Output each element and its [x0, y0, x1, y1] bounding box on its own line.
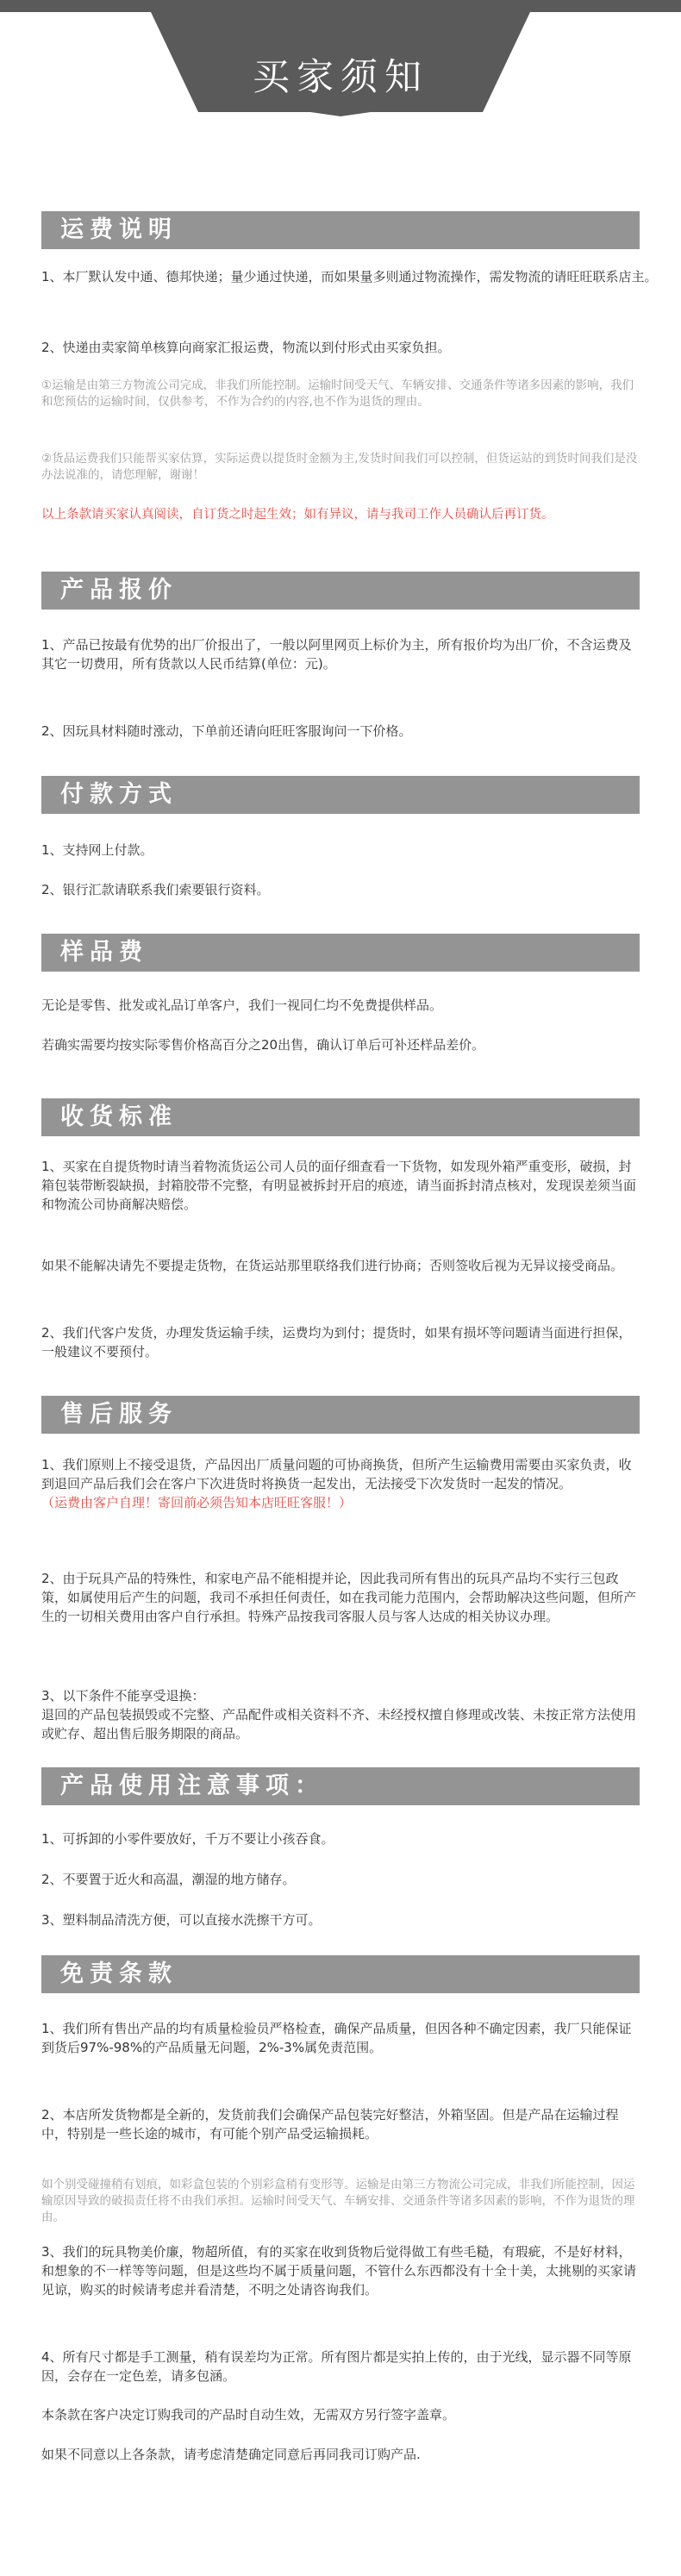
section-title-bar [41, 1955, 640, 1993]
section-title-bar [41, 776, 640, 814]
aftersales-paragraph-1 [41, 1455, 640, 1512]
freight-warning: 以上条款请买家认真阅读，自订货之时起生效；如有异议，请与我司工作人员确认后再订货。 [41, 508, 554, 522]
aftersales-warning: （运费由客户自理！寄回前必须告知本店旺旺客服！） [41, 1495, 353, 1510]
section-title-bar [41, 1767, 640, 1805]
price-paragraph-2: 2、因玩具材料随时涨动，下单前还请向旺旺客服询问一下价格。 [41, 723, 412, 739]
freight-note-2: ②货品运费我们只能帮买家估算，实际运费以提货时金额为主,发货时间我们可以控制，但货运站的到货时间我们是没办法说准的，请您理解，谢谢！ [41, 452, 638, 482]
aftersales-paragraph-2: 2、由于玩具产品的特殊性，和家电产品不能相提并论，因此我司所有售出的玩具产品均不实行三包政策，如属使用后产生的问题，我司不承担任何责任，如在我司能力范围内，会帮助解决这些问题，但所产生的一切相关费用由客户自行承担。特殊产品按我司客服人员与客人达成的相关协议办理。 [41, 1571, 637, 1624]
section-title: 运费说明 [60, 216, 178, 243]
aftersales-paragraph-3: 退回的产品包装损毁或不完整、产品配件或相关资料不齐、未经授权擅自修理或改装、未按正常方法使用或贮存、超出售后服务期限的商品。 [41, 1707, 637, 1741]
disclaimer-paragraph-2: 2、本店所发货物都是全新的，发货前我们会确保产品包装完好整洁，外箱坚固。但是产品在运输过程中，特别是一些长途的城市，有可能个别产品受运输损耗。 [41, 2107, 619, 2141]
section-title-bar [41, 1396, 640, 1434]
freight-paragraph-2: 2、快递由卖家简单核算向商家汇报运费，物流以到付形式由买家负担。 [41, 340, 451, 355]
section-title: 免责条款 [60, 1960, 178, 1987]
section-usage [41, 1767, 640, 1805]
section-title-bar [41, 1098, 640, 1136]
section-title: 产品使用注意事项： [60, 1773, 324, 1799]
usage-paragraph-2: 2、不要置于近火和高温，潮湿的地方储存。 [41, 1872, 296, 1887]
disclaimer-note: 如个别受碰撞稍有划痕，如彩盒包装的个别彩盒稍有变形等。运输是由第三方物流公司完成，非我们所能控制，因运输原因导致的破损责任将不由我们承担。运输时间受天气、车辆安排、交通条件等诸多因素的影响，不作为退货的理由。 [41, 2178, 635, 2224]
section-receipt [41, 1098, 640, 1136]
receipt-paragraph-2: 如果不能解决请先不要提走货物，在货运站那里联络我们进行协商；否则签收后视为无异议接受商品。 [41, 1258, 624, 1273]
sample-paragraph-1: 无论是零售、批发或礼品订单客户，我们一视同仁均不免费提供样品。 [41, 997, 443, 1013]
usage-paragraph-1: 1、可拆卸的小零件要放好，千万不要让小孩吞食。 [41, 1831, 334, 1847]
disclaimer-paragraph-1: 1、我们所有售出产品的均有质量检验员严格检查，确保产品质量，但因各种不确定因素，我厂只能保证到货后97%-98%的产品质量无问题，2%-3%属免责范围。 [41, 2021, 632, 2055]
payment-paragraph-2: 2、银行汇款请联系我们索要银行资料。 [41, 882, 270, 897]
disclaimer-paragraph-5: 本条款在客户决定订购我司的产品时自动生效，无需双方另行签字盖章。 [41, 2407, 456, 2423]
section-payment [41, 776, 640, 814]
section-title: 收货标准 [60, 1104, 178, 1130]
section-title-bar [41, 572, 640, 610]
section-sample [41, 934, 640, 972]
section-title: 售后服务 [60, 1401, 178, 1428]
freight-paragraph-1: 1、本厂默认发中通、德邦快递；量少通过快递，而如果量多则通过物流操作，需发物流的请旺旺联系店主。 [41, 269, 658, 284]
page-title: 买家须知 [253, 56, 428, 99]
price-paragraph-1: 1、产品已按最有优势的出厂价报出了，一般以阿里网页上标价为主，所有报价均为出厂价，不含运费及其它一切费用，所有货款以人民币结算(单位：元)。 [41, 637, 632, 672]
disclaimer-paragraph-3: 3、我们的玩具物美价廉，物超所值，有的买家在收到货物后觉得做工有些毛糙，有瑕疵，不是好材料，和想象的不一样等等问题，但是这些均不属于质量问题，不管什么东西都没有十全十美，太挑剔的买家请见谅，购买的时候请考虑并看清楚，不明之处请咨询我们。 [41, 2244, 637, 2298]
receipt-paragraph-1: 1、买家在自提货物时请当着物流货运公司人员的面仔细查看一下货物，如发现外箱严重变形，破损，封箱包装带断裂缺损，封箱胶带不完整，有明显被拆封开启的痕迹，请当面拆封清点核对，发现误差须当面和物流公司协商解决赔偿。 [41, 1159, 637, 1212]
aftersales-paragraph-1-text: 1、我们原则上不接受退货，产品因出厂质量问题的可协商换货，但所产生运输费用需要由买家负责，收到退回产品后我们会在客户下次进货时将换货一起发出，无法接受下次发货时一起发的情况。 [41, 1457, 632, 1491]
disclaimer-paragraph-4: 4、所有尺寸都是手工测量，稍有误差均为正常。所有图片都是实拍上传的，由于光线，显示器不同等原因，会存在一定色差，请多包涵。 [41, 2349, 632, 2384]
section-title-bar [41, 211, 640, 249]
freight-note-1: ①运输是由第三方物流公司完成，非我们所能控制。运输时间受天气、车辆安排、交通条件等诸多因素的影响，我们和您预估的运输时间，仅供参考，不作为合约的内容,也不作为退货的理由。 [41, 378, 634, 409]
disclaimer-paragraph-6: 如果不同意以上各条款，请考虑清楚确定同意后再同我司订购产品. [41, 2447, 421, 2462]
section-price [41, 572, 640, 610]
receipt-paragraph-3: 2、我们代客户发货，办理发货运输手续，运费均为到付；提货时，如果有损坏等问题请当面进行担保，一般建议不要预付。 [41, 1325, 632, 1360]
usage-paragraph-3: 3、塑料制品清洗方便，可以直接水洗擦干方可。 [41, 1912, 322, 1928]
aftersales-paragraph-3-head: 3、以下条件不能享受退换： [41, 1688, 205, 1704]
section-title: 样品费 [60, 939, 148, 966]
section-freight [41, 211, 640, 249]
section-title-bar [41, 934, 640, 972]
section-title: 付款方式 [60, 781, 178, 808]
section-title: 产品报价 [60, 577, 178, 603]
page-header [0, 0, 681, 116]
section-disclaimer [41, 1955, 640, 1993]
sample-paragraph-2: 若确实需要均按实际零售价格高百分之20出售，确认订单后可补还样品差价。 [41, 1037, 485, 1053]
payment-paragraph-1: 1、支持网上付款。 [41, 842, 153, 858]
section-aftersales [41, 1396, 640, 1434]
